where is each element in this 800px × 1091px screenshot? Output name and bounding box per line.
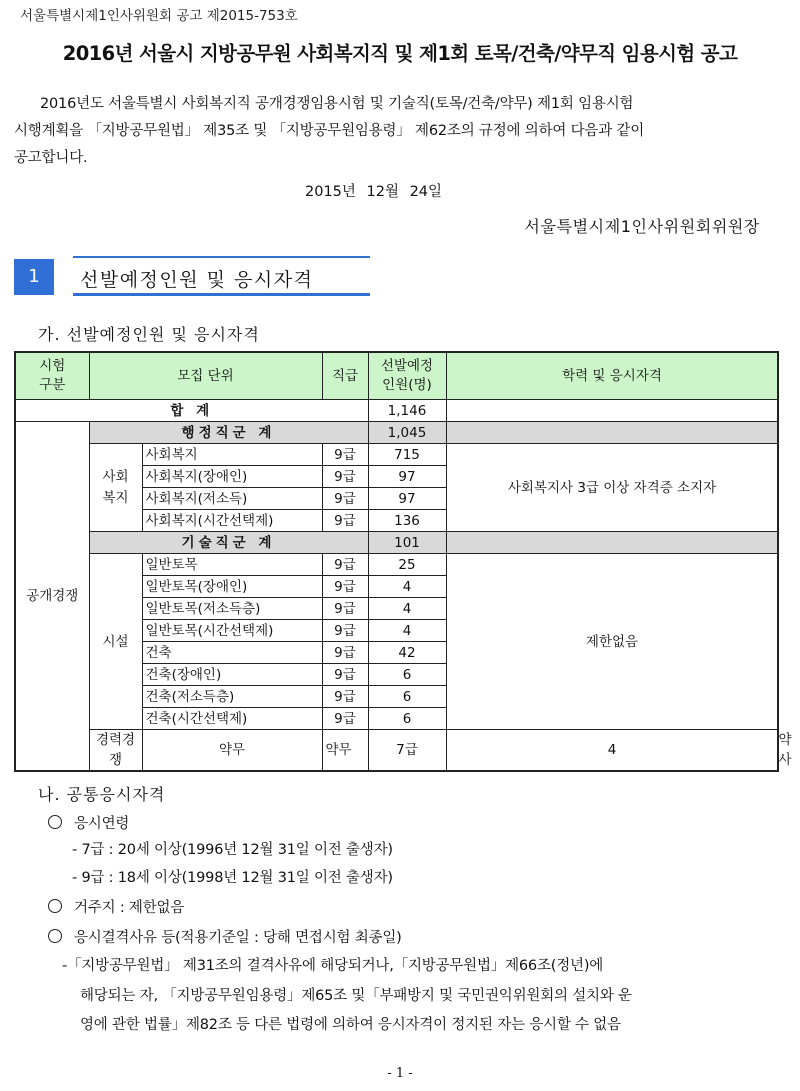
header-unit: 모집 단위 [89,352,322,400]
total-label: 합 계 [15,400,368,422]
grade-cell: 9급 [322,510,368,532]
section-number-badge: 1 [14,259,54,295]
subsection-heading-na: 나. 공통응시자격 [38,785,166,804]
count-cell: 6 [368,708,446,730]
grade-cell: 9급 [322,466,368,488]
notice-date: 2015년 12월 24일 [305,184,443,200]
table-row-tech-total [15,532,778,554]
admin-total-count: 1,045 [368,422,446,444]
intro-line-1: 2016년도 서울특별시 사회복지직 공개경쟁임용시험 및 기술직(토목/건축/약무) 제1회 임용시험 [40,96,634,112]
unit-cell: 일반토목 [142,554,322,576]
unit-cell: 건축(저소득층) [142,686,322,708]
circle-bullet-icon [48,815,62,829]
section-heading [73,256,370,296]
issuer-name: 서울특별시제1인사위원회위원장 [524,217,760,236]
grade-cell: 9급 [322,642,368,664]
unit-cell: 일반토목(장애인) [142,576,322,598]
disqualification-line-1: -「지방공무원법」 제31조의 결격사유에 해당되거나,「지방공무원법」제66조(정년)에 [62,958,604,974]
open-competition-label: 공개경쟁 [15,422,89,772]
page-number: - 1 - [387,1066,413,1081]
grade-cell: 9급 [322,708,368,730]
count-cell: 97 [368,466,446,488]
count-cell: 97 [368,488,446,510]
table-row [15,444,778,466]
welfare-qualification: 사회복지사 3급 이상 자격증 소지자 [446,444,778,532]
grade-cell: 9급 [322,620,368,642]
facility-qualification: 제한없음 [446,554,778,730]
grade-cell: 9급 [322,664,368,686]
notice-number: 서울특별시제1인사위원회 공고 제2015-753호 [20,8,298,24]
table-header-row [15,352,778,400]
unit-cell: 사회복지(저소득) [142,488,322,510]
count-cell: 25 [368,554,446,576]
grade-cell: 9급 [322,554,368,576]
welfare-group-label: 사회복지 [89,444,142,532]
age-requirement: 응시연령 [48,812,129,833]
unit-cell: 일반토목(시간선택제) [142,620,322,642]
intro-line-2: 시행계획을 「지방공무원법」 제35조 및 「지방공무원임용령」 제62조의 규정에 의하여 다음과 같이 [14,123,645,139]
tech-total-label: 기술직군 계 [89,532,368,554]
table-row-total [15,400,778,422]
header-qualification: 학력 및 응시자격 [446,352,778,400]
count-cell: 6 [368,686,446,708]
grade-cell: 9급 [322,444,368,466]
header-grade: 직급 [322,352,368,400]
unit-cell: 건축(장애인) [142,664,322,686]
circle-bullet-icon [48,899,62,913]
grade-cell: 9급 [322,488,368,510]
unit-cell: 약무 [322,730,368,772]
count-cell: 715 [368,444,446,466]
count-cell: 136 [368,510,446,532]
age-requirement-grade9: - 9급 : 18세 이상(1998년 12월 31일 이전 출생자) [72,870,393,886]
facility-group-label: 시설 [89,554,142,730]
count-cell: 4 [368,620,446,642]
grade-cell: 9급 [322,686,368,708]
admin-total-label: 행정직군 계 [89,422,368,444]
residence-requirement: 거주지 : 제한없음 [48,896,184,917]
career-competition-label: 경력경쟁 [89,730,142,772]
career-group-label: 약무 [142,730,322,772]
document-title: 2016년 서울시 지방공무원 사회복지직 및 제1회 토목/건축/약무직 임용시험 공고 [62,42,738,65]
grade-cell: 9급 [322,598,368,620]
count-cell: 4 [446,730,778,772]
grade-cell: 7급 [368,730,446,772]
header-exam-type: 시험구분 [15,352,89,400]
disqualification-line-2: 해당되는 자, 「지방공무원임용령」제65조 및「부패방지 및 국민권익위원회의 설치와 운 [80,988,632,1004]
grade-cell: 9급 [322,576,368,598]
unit-cell: 건축(시간선택제) [142,708,322,730]
unit-cell: 건축 [142,642,322,664]
table-row [15,554,778,576]
age-requirement-grade7: - 7급 : 20세 이상(1996년 12월 31일 이전 출생자) [72,842,393,858]
unit-cell: 사회복지(시간선택제) [142,510,322,532]
section-title: 선발예정인원 및 응시자격 [80,269,314,291]
count-cell: 6 [368,664,446,686]
subsection-heading-ga: 가. 선발예정인원 및 응시자격 [38,325,260,344]
intro-line-3: 공고합니다. [14,150,88,166]
disqualification-line-3: 영에 관한 법률」제82조 등 다른 법령에 의하여 응시자격이 정지된 자는 응시할 수 없음 [80,1017,621,1033]
unit-cell: 일반토목(저소득층) [142,598,322,620]
tech-total-count: 101 [368,532,446,554]
total-count: 1,146 [368,400,446,422]
recruitment-table [14,351,792,772]
count-cell: 4 [368,576,446,598]
unit-cell: 사회복지(장애인) [142,466,322,488]
circle-bullet-icon [48,929,62,943]
table-row-career: 경력경쟁 약무 약무 7급 4 약사 [15,730,778,772]
table-row-admin-total [15,422,778,444]
header-count: 선발예정인원(명) [368,352,446,400]
count-cell: 42 [368,642,446,664]
count-cell: 4 [368,598,446,620]
unit-cell: 사회복지 [142,444,322,466]
disqualification-heading: 응시결격사유 등(적용기준일 : 당해 면접시험 최종일) [48,926,402,947]
